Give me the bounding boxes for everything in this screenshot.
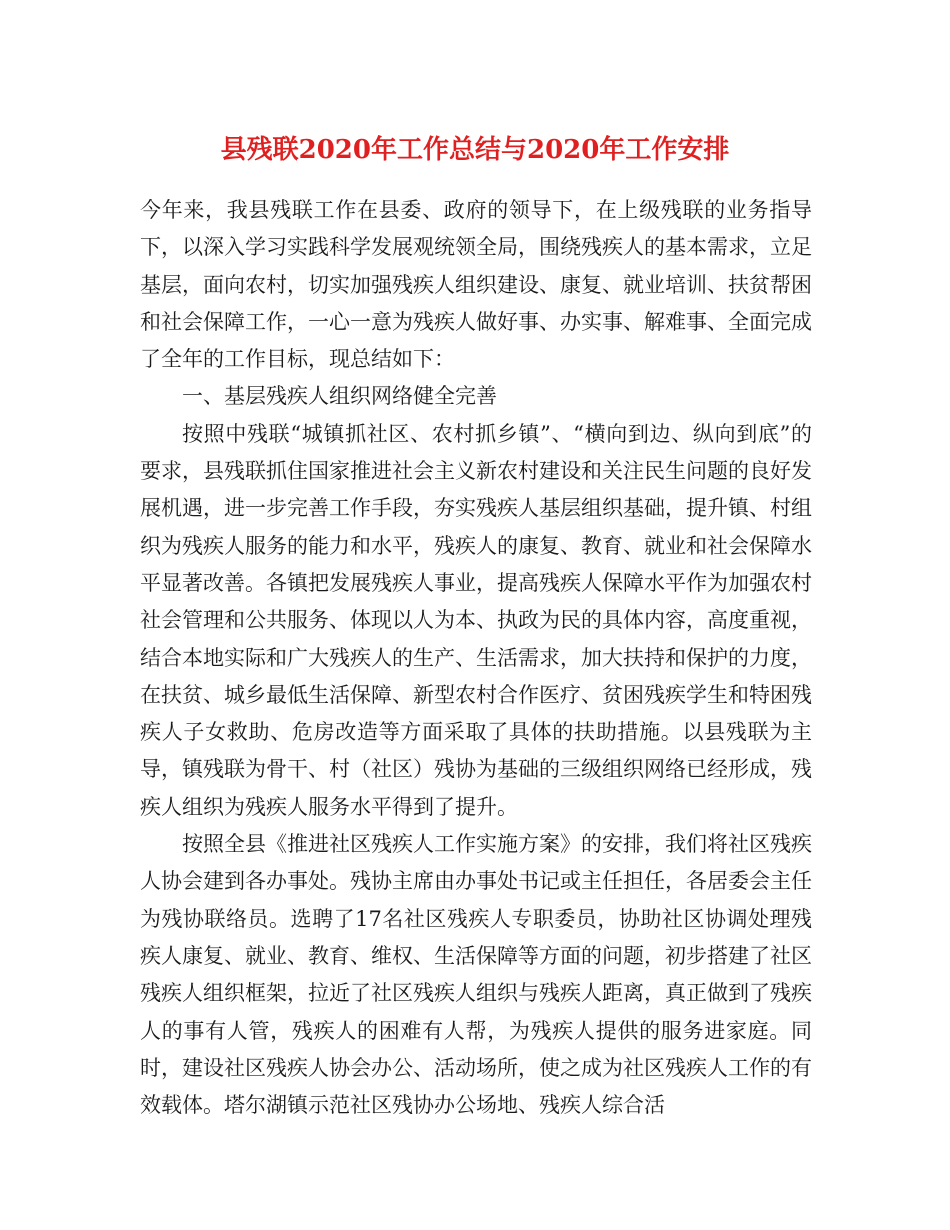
document-body bbox=[140, 192, 812, 1124]
paragraph-intro: 今年来，我县残联工作在县委、政府的领导下，在上级残联的业务指导下，以深入学习实践科学发展观统领全局，围绕残疾人的基本需求，立足基层，面向农村，切实加强残疾人组织建设、康复、就业培训、扶贫帮困和社会保障工作，一心一意为残疾人做好事、办实事、解难事、全面完成了全年的工作目标，现总结如下： bbox=[140, 198, 812, 372]
document-title: 县残联2020年工作总结与2020年工作安排 bbox=[220, 135, 730, 165]
paragraph: 按照全县《推进社区残疾人工作实施方案》的安排，我们将社区残疾人协会建到各办事处。残协主席由办事处书记或主任担任，各居委会主任为残协联络员。选聘了17名社区残疾人专职委员，协助社区协调处理残疾人康复、就业、教育、维权、生活保障等方面的问题，初步搭建了社区残疾人组织框架，拉近了社区残疾人组织与残疾人距离，真正做到了残疾人的事有人管，残疾人的困难有人帮，为残疾人提供的服务进家庭。同时，建设社区残疾人协会办公、活动场所，使之成为社区残疾人工作的有效载体。塔尔湖镇示范社区残协办公场地、残疾人综合活 bbox=[140, 832, 812, 1118]
paragraph: 按照中残联“城镇抓社区、农村抓乡镇”、“横向到边、纵向到底”的要求，县残联抓住国家推进社会主义新农村建设和关注民生问题的良好发展机遇，进一步完善工作手段，夯实残疾人基层组织基础，提升镇、村组织为残疾人服务的能力和水平，残疾人的康复、教育、就业和社会保障水平显著改善。各镇把发展残疾人事业，提高残疾人保障水平作为加强农村社会管理和公共服务、体现以人为本、执政为民的具体内容，高度重视，结合本地实际和广大残疾人的生产、生活需求，加大扶持和保护的力度，在扶贫、城乡最低生活保障、新型农村合作医疗、贫困残疾学生和特困残疾人子女救助、危房改造等方面采取了具体的扶助措施。以县残联为主导，镇残联为骨干、村（社区）残协为基础的三级组织网络已经形成，残疾人组织为残疾人服务水平得到了提升。 bbox=[140, 421, 812, 819]
section-heading: 一、基层残疾人组织网络健全完善 bbox=[182, 384, 497, 409]
